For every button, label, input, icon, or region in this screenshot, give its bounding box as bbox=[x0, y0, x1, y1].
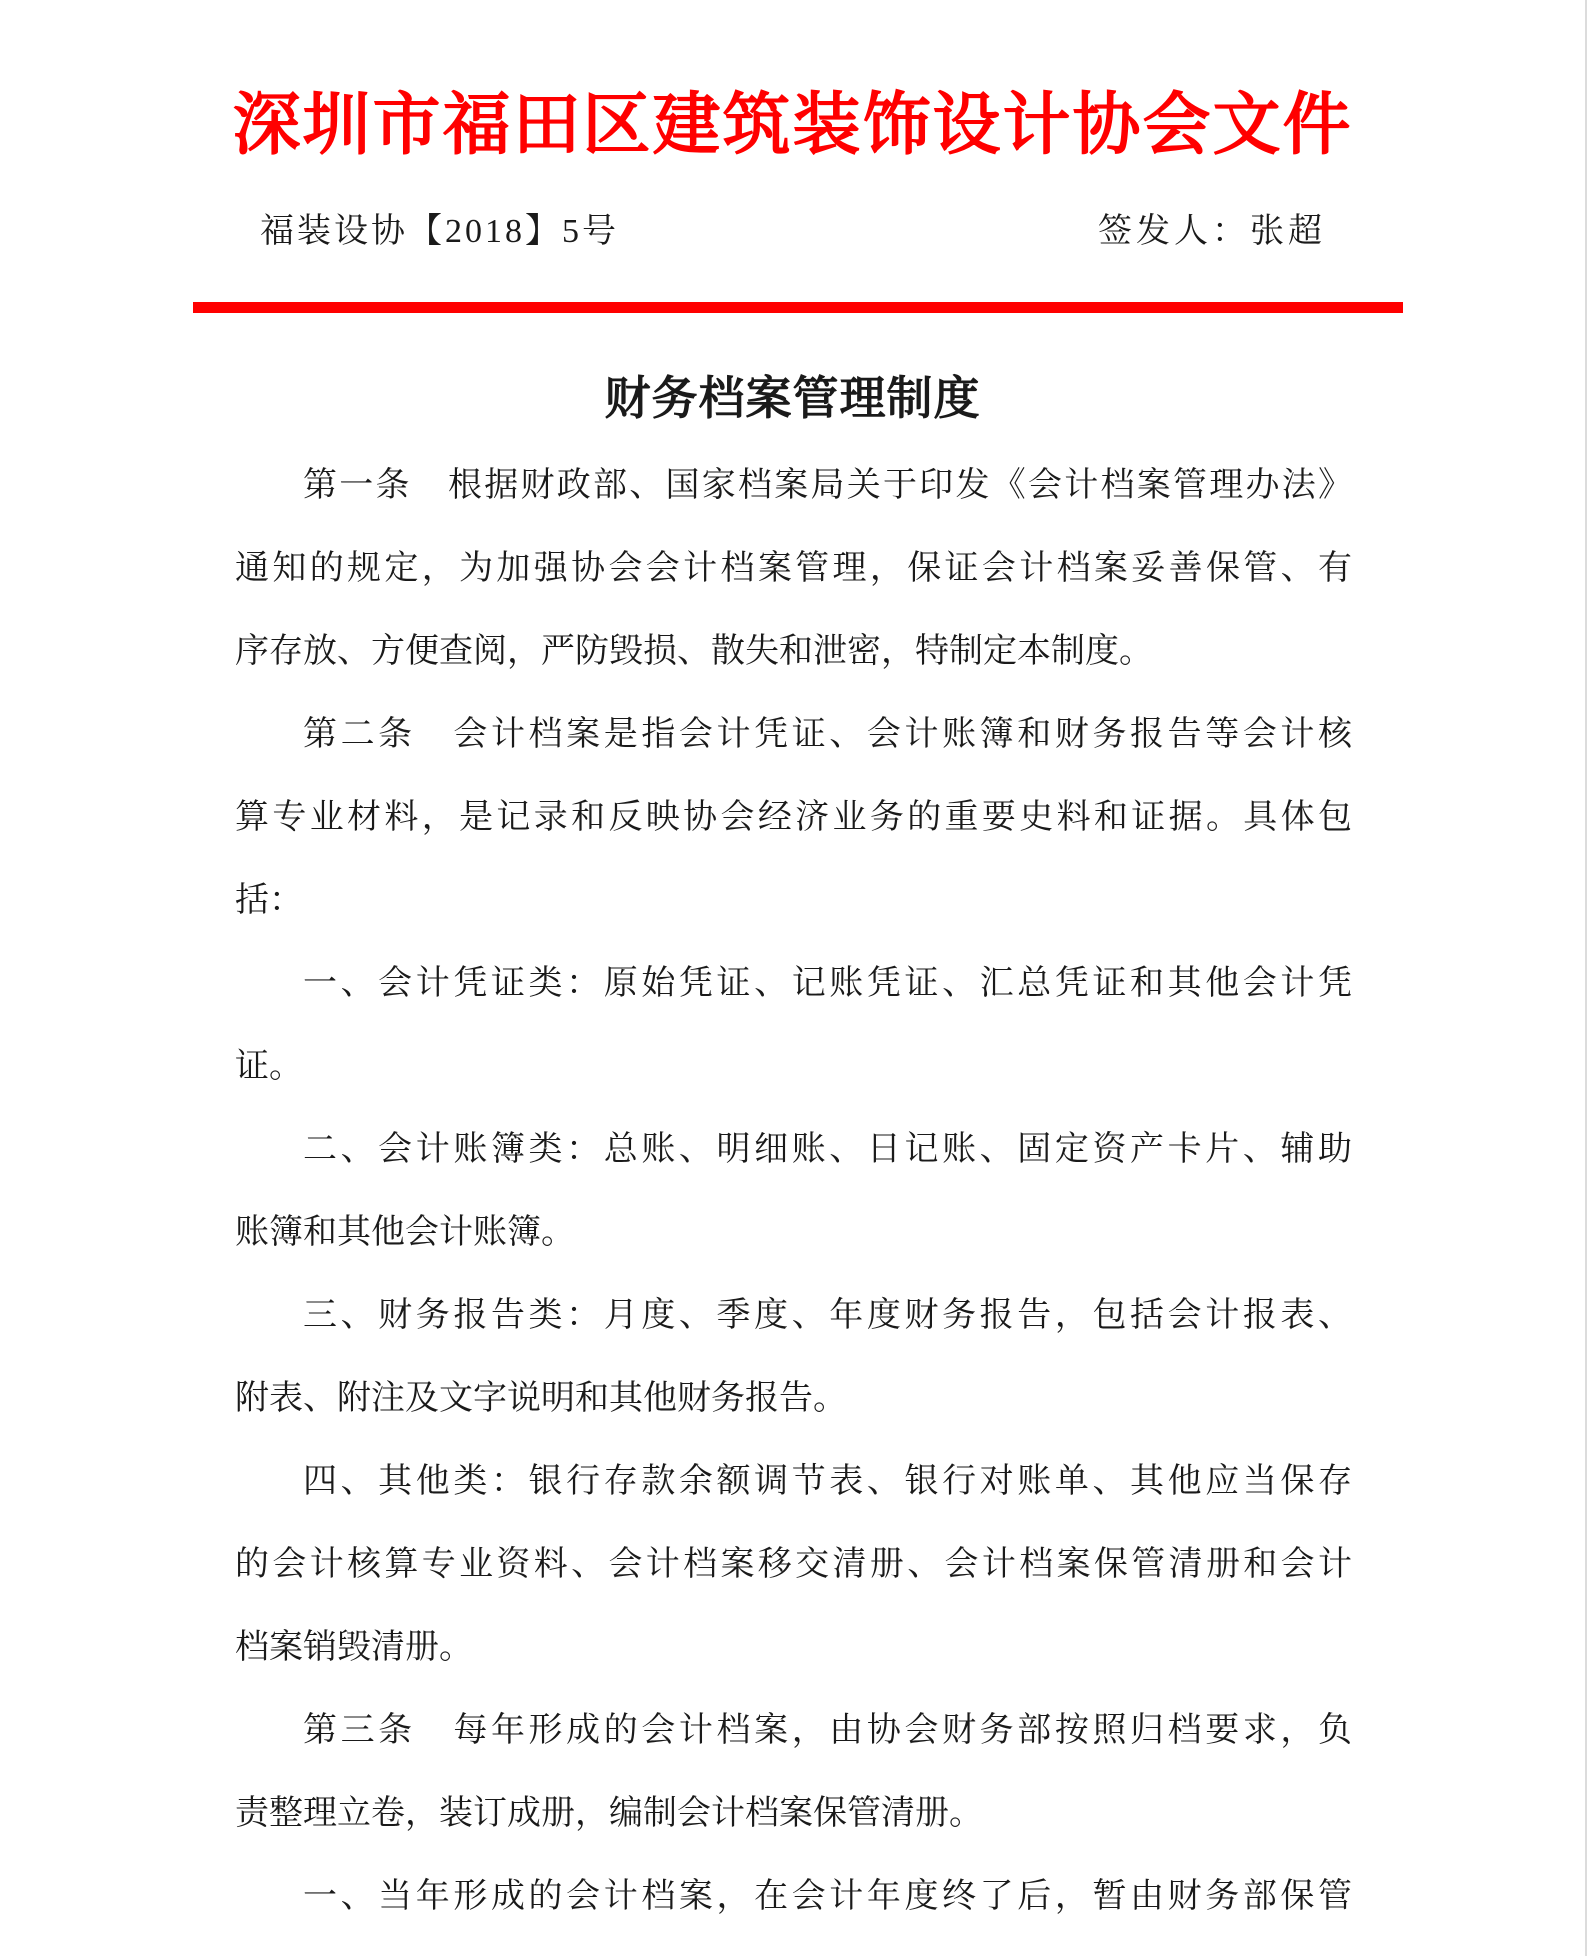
issuer bbox=[1098, 206, 1326, 258]
body-line: 责整理立卷，装订成册，编制会计档案保管清册。 bbox=[235, 1795, 983, 1832]
body-line: 证。 bbox=[235, 1048, 303, 1085]
body-line: 通知的规定，为加强协会会计档案管理，保证会计档案妥善保管、有 bbox=[235, 550, 1352, 587]
body-line: 算专业材料，是记录和反映协会经济业务的重要史料和证据。具体包 bbox=[235, 799, 1352, 836]
doc-number: 福装设协【2018】5号 bbox=[260, 213, 619, 250]
body-line: 一、会计凭证类：原始凭证、记账凭证、汇总凭证和其他会计凭 bbox=[303, 965, 1352, 1002]
document-title: 财务档案管理制度 bbox=[604, 373, 981, 424]
body-paragraph bbox=[235, 1274, 1352, 1440]
body-paragraph bbox=[235, 1689, 1352, 1855]
body-line: 二、会计账簿类：总账、明细账、日记账、固定资产卡片、辅助 bbox=[303, 1131, 1352, 1168]
body-line: 括： bbox=[235, 882, 303, 919]
body-paragraph bbox=[235, 942, 1352, 1108]
red-divider-rule bbox=[193, 302, 1403, 313]
body-line: 的会计核算专业资料、会计档案移交清册、会计档案保管清册和会计 bbox=[235, 1546, 1352, 1583]
body-paragraph bbox=[235, 1440, 1352, 1689]
body-line: 四、其他类：银行存款余额调节表、银行对账单、其他应当保存 bbox=[303, 1463, 1352, 1500]
body-line: 账簿和其他会计账簿。 bbox=[235, 1214, 575, 1251]
doc-number-row bbox=[235, 206, 1352, 258]
body-line: 第二条 会计档案是指会计凭证、会计账簿和财务报告等会计核 bbox=[303, 716, 1352, 753]
org-header-title: 深圳市福田区建筑装饰设计协会文件 bbox=[232, 87, 1353, 163]
body-paragraph bbox=[235, 444, 1352, 693]
body-line: 附表、附注及文字说明和其他财务报告。 bbox=[235, 1380, 847, 1417]
body-line: 一、当年形成的会计档案，在会计年度终了后，暂由财务部保管 bbox=[303, 1878, 1352, 1915]
issuer-name: 张超 bbox=[1250, 213, 1326, 250]
body-line: 档案销毁清册。 bbox=[235, 1629, 473, 1666]
body-paragraph bbox=[235, 1108, 1352, 1274]
issuer-label: 签发人： bbox=[1098, 213, 1250, 250]
body-line: 序存放、方便查阅，严防毁损、散失和泄密，特制定本制度。 bbox=[235, 633, 1153, 670]
body-paragraph bbox=[235, 693, 1352, 942]
document-body bbox=[235, 444, 1352, 1938]
body-paragraph bbox=[235, 1855, 1352, 1938]
body-line: 第三条 每年形成的会计档案，由协会财务部按照归档要求，负 bbox=[303, 1712, 1352, 1749]
body-line: 三、财务报告类：月度、季度、年度财务报告，包括会计报表、 bbox=[303, 1297, 1352, 1334]
body-line: 第一条 根据财政部、国家档案局关于印发《会计档案管理办法》 bbox=[303, 467, 1352, 504]
